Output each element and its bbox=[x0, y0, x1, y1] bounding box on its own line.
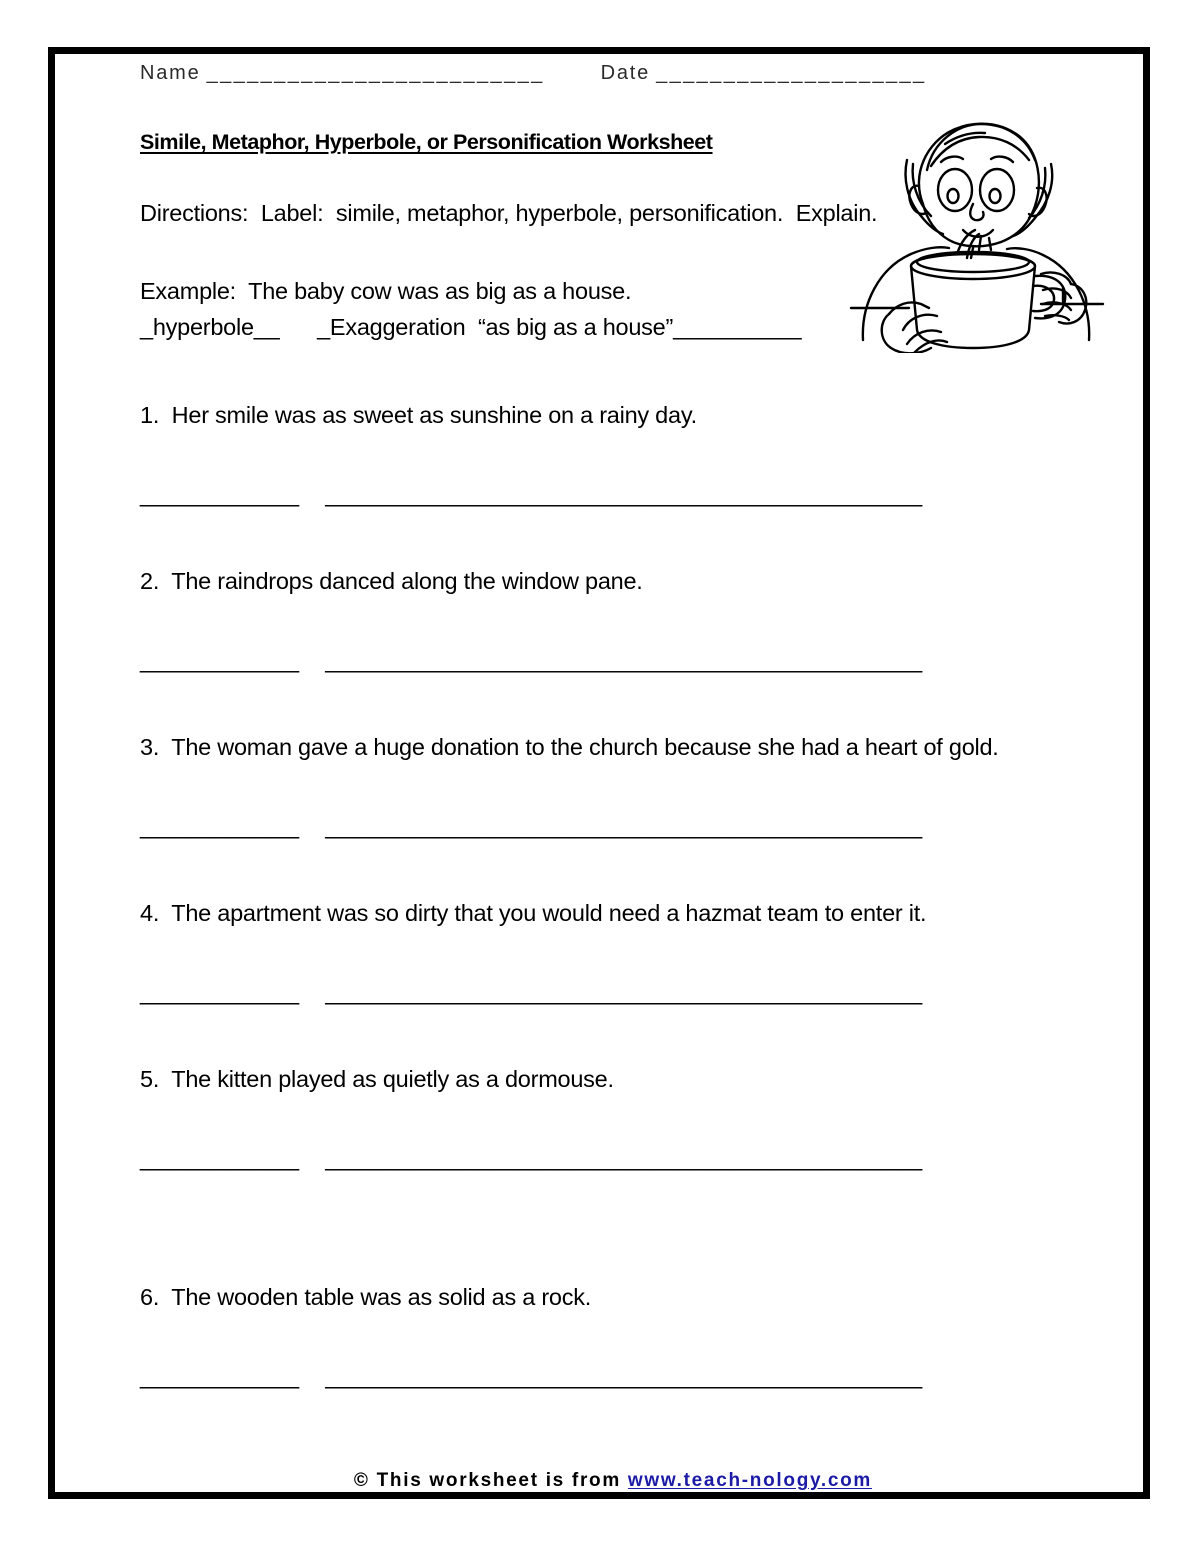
answer-explain-blank-5[interactable]: _____________________________________________ bbox=[325, 1145, 923, 1171]
answer-explain-blank-4[interactable]: _____________________________________________ bbox=[325, 979, 923, 1005]
date-label: Date bbox=[600, 62, 651, 84]
answer-row-5 bbox=[140, 1143, 1070, 1173]
question-6: 6. The wooden table was as solid as a rock. bbox=[140, 1284, 591, 1310]
footer-copyright-text: © This worksheet is from bbox=[353, 1470, 628, 1491]
answer-explain-blank-6[interactable]: _____________________________________________ bbox=[325, 1363, 923, 1389]
name-label: Name bbox=[140, 62, 201, 84]
teachnology-link[interactable]: www.teach-nology.com bbox=[627, 1470, 872, 1491]
worksheet-content bbox=[140, 62, 1070, 1391]
answer-row-6 bbox=[140, 1361, 1070, 1391]
answer-explain-blank-3[interactable]: _____________________________________________ bbox=[325, 813, 923, 839]
answer-label-blank-6[interactable]: ____________ bbox=[140, 1363, 300, 1389]
example-prompt: Example: The baby cow was as big as a house. bbox=[140, 278, 632, 304]
answer-label-blank-5[interactable]: ____________ bbox=[140, 1145, 300, 1171]
answer-label-blank-1[interactable]: ____________ bbox=[140, 481, 300, 507]
footer-credit bbox=[48, 1448, 1150, 1514]
answer-row-4 bbox=[140, 977, 1070, 1007]
answer-row-2 bbox=[140, 645, 1070, 675]
answer-explain-blank-1[interactable]: _____________________________________________ bbox=[325, 481, 923, 507]
question-5: 5. The kitten played as quietly as a dormouse. bbox=[140, 1066, 614, 1092]
question-3: 3. The woman gave a huge donation to the church because she had a heart of gold. bbox=[140, 734, 999, 760]
name-blank-line[interactable]: _________________________ bbox=[206, 62, 545, 84]
name-date-row bbox=[140, 62, 1070, 96]
example-answer: _hyperbole__ _Exaggeration “as big as a house”__________ bbox=[140, 314, 802, 340]
answer-row-1 bbox=[140, 479, 1070, 509]
question-1: 1. Her smile was as sweet as sunshine on a rainy day. bbox=[140, 402, 697, 428]
question-2: 2. The raindrops danced along the window pane. bbox=[140, 568, 643, 594]
answer-label-blank-4[interactable]: ____________ bbox=[140, 979, 300, 1005]
answer-label-blank-2[interactable]: ____________ bbox=[140, 647, 300, 673]
answer-row-3 bbox=[140, 811, 1070, 841]
worksheet-title: Simile, Metaphor, Hyperbole, or Personification Worksheet bbox=[140, 130, 713, 154]
answer-label-blank-3[interactable]: ____________ bbox=[140, 813, 300, 839]
directions-text: Directions: Label: simile, metaphor, hyperbole, personification. Explain. bbox=[140, 200, 878, 226]
date-blank-line[interactable]: ____________________ bbox=[656, 62, 927, 84]
question-4: 4. The apartment was so dirty that you would need a hazmat team to enter it. bbox=[140, 900, 927, 926]
answer-explain-blank-2[interactable]: _____________________________________________ bbox=[325, 647, 923, 673]
